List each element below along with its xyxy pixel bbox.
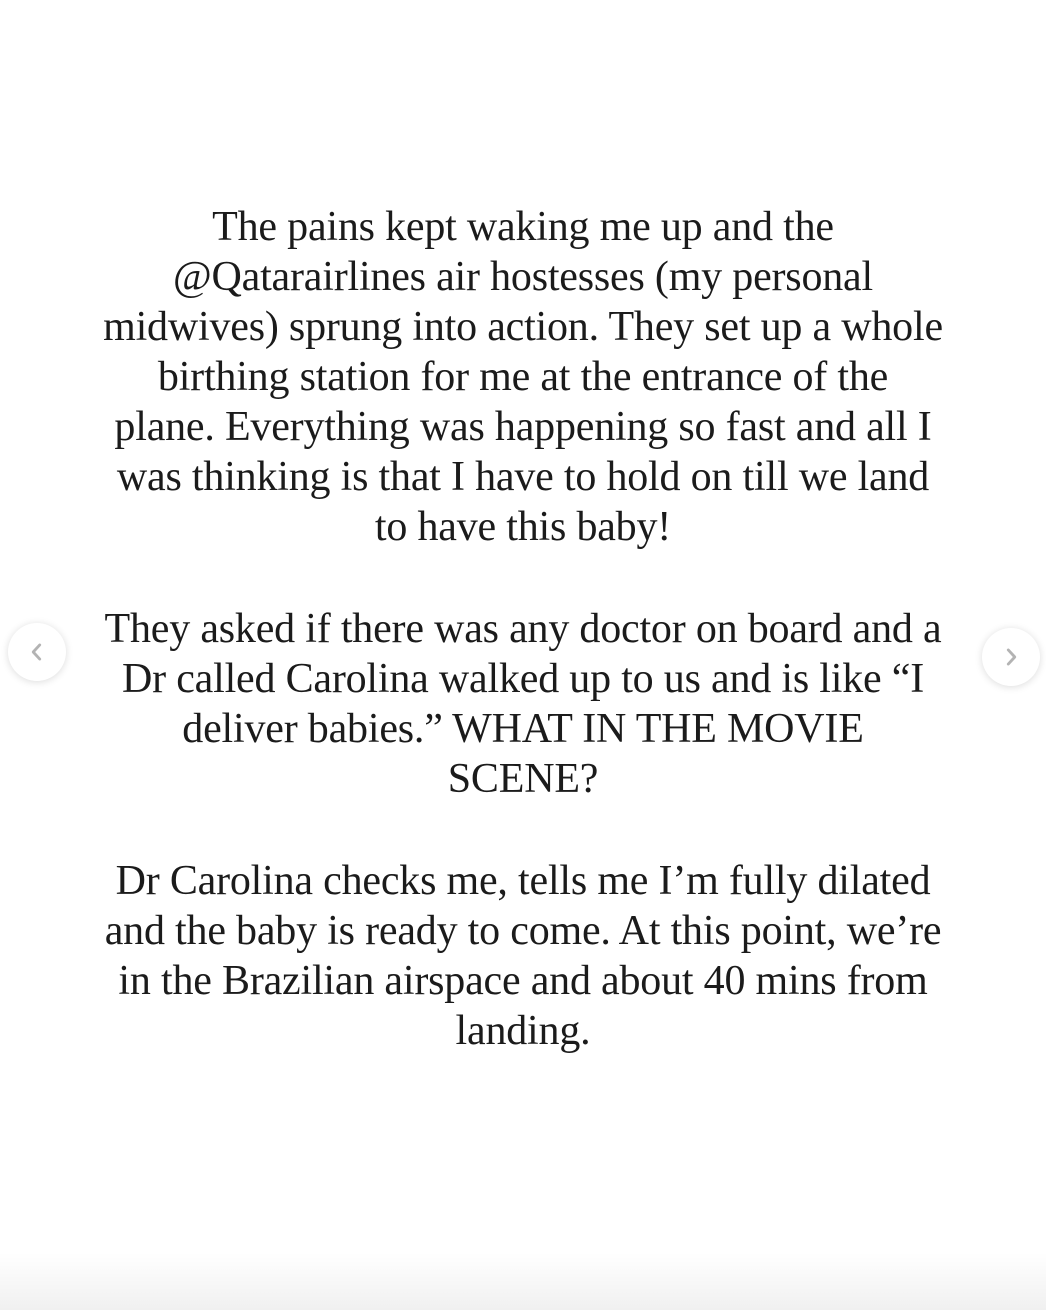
text-line: Dr Carolina checks me, tells me I’m fully dilated <box>115 858 931 904</box>
text-line: and the baby is ready to come. At this point, we’re <box>104 908 942 954</box>
text-line: deliver babies.” WHAT IN THE MOVIE <box>182 706 864 752</box>
text-line: SCENE? <box>447 756 599 802</box>
text-line: midwives) sprung into action. They set up a whole <box>103 304 943 350</box>
text-line: birthing station for me at the entrance of the <box>157 354 889 400</box>
text-line: was thinking is that I have to hold on till we land <box>116 454 930 500</box>
text-line: landing. <box>455 1008 591 1054</box>
text-line: They asked if there was any doctor on board and a <box>104 606 942 652</box>
text-line: Dr called Carolina walked up to us and is like “I <box>122 656 924 702</box>
chevron-right-icon <box>998 644 1024 670</box>
chevron-left-icon <box>24 639 50 665</box>
next-button[interactable] <box>982 628 1040 686</box>
text-line: to have this baby! <box>374 504 672 550</box>
paragraph <box>0 202 1046 552</box>
text-line: The pains kept waking me up and the <box>212 204 834 250</box>
paragraph <box>0 856 1046 1056</box>
bottom-fade-gradient <box>0 1252 1046 1310</box>
paragraph <box>0 604 1046 804</box>
text-line: plane. Everything was happening so fast and all I <box>114 404 932 450</box>
text-line: in the Brazilian airspace and about 40 mins from <box>118 958 928 1004</box>
text-line: @Qatarairlines air hostesses (my personal <box>173 254 873 300</box>
prev-button[interactable] <box>8 623 66 681</box>
post-text <box>0 202 1046 1108</box>
